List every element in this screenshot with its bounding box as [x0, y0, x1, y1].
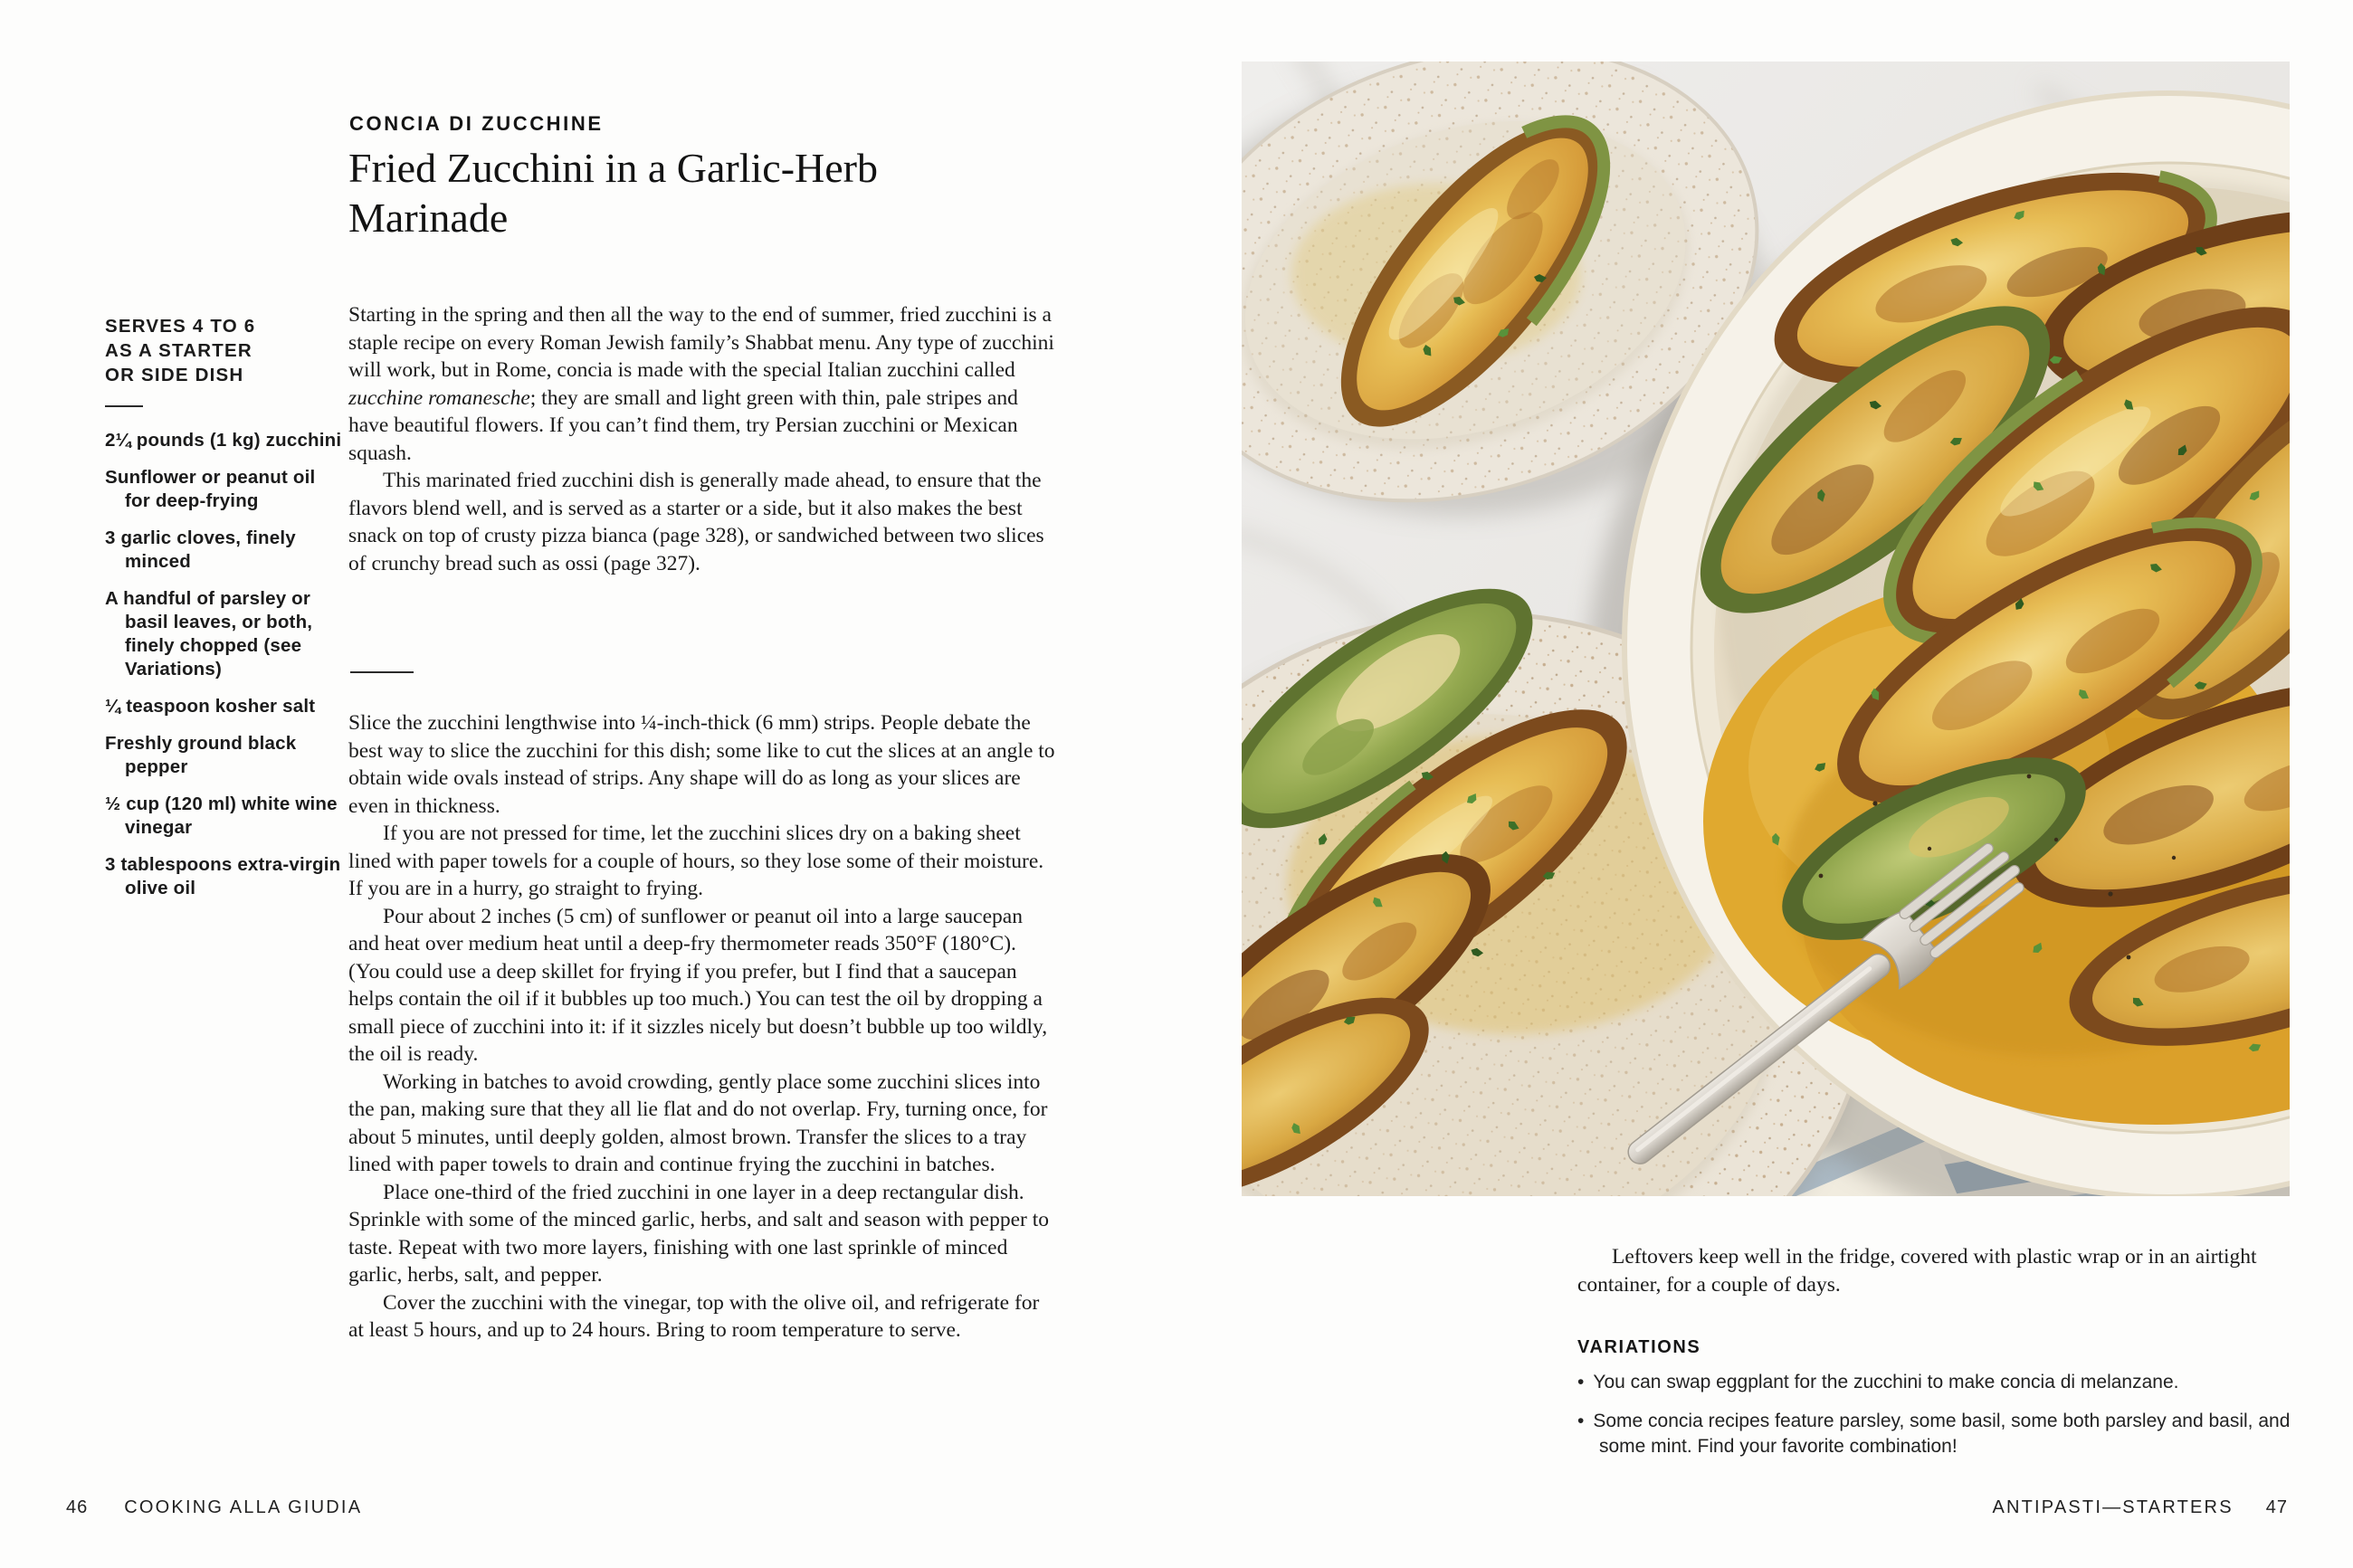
section-divider: [350, 671, 414, 673]
method-paragraph: Slice the zucchini lengthwise into ¼-inch-thick (6 mm) strips. People debate the best way to slice the zucchini for this dish; some like to cut the slices at an angle to obtain wide ovals instead of strips. Any shape will do as long as your slices are even in thickness.: [348, 711, 1055, 818]
book-title: COOKING ALLA GIUDIA: [124, 1497, 363, 1517]
ingredient-list: [105, 429, 344, 900]
recipe-title: Fried Zucchini in a Garlic-Herb Marinade: [348, 145, 878, 241]
ingredient-item: ½ cup (120 ml) white wine vinegar: [105, 794, 338, 838]
ingredient-item: 2¼ pounds (1 kg) zucchini: [105, 430, 342, 451]
page-number-left: 46: [66, 1497, 89, 1517]
recipe-sidebar: [105, 314, 344, 914]
ingredient-item: 3 garlic cloves, finely minced: [105, 527, 296, 572]
method-paragraph: Pour about 2 inches (5 cm) of sunflower or peanut oil into a large saucepan and heat over medium heat until a deep-fry thermometer reads 350°F (180°C). (You could use a deep skillet for frying if you prefer, but I find that a saucepan helps contain the oil if it bubbles up too much.) You can test the oil by dropping a small piece of zucchini into it: if it sizzles nicely but doesn’t bubble up too wildly, the oil is ready.: [348, 904, 1048, 1066]
variation-item: • Some concia recipes feature parsley, some basil, some both parsley and basil, and some mint. Find your favorite combination!: [1577, 1411, 2291, 1457]
ingredient-item: Sunflower or peanut oil for deep-frying: [105, 467, 316, 511]
variation-item: • You can swap eggplant for the zucchini to make concia di melanzane.: [1577, 1372, 2179, 1392]
sidebar-divider: [105, 405, 143, 407]
method-paragraph: Place one-third of the fried zucchini in one layer in a deep rectangular dish. Sprinkle with some of the minced garlic, herbs, and salt and season with pepper to taste. Repeat with two more layers, finishing with one last sprinkle of minced garlic, herbs, salt, and pepper.: [348, 1180, 1050, 1287]
serves-line: SERVES 4 TO 6: [105, 316, 256, 337]
serves-line: AS A STARTER: [105, 340, 252, 361]
variations-heading: VARIATIONS: [1577, 1337, 1701, 1357]
headnote-paragraph: Starting in the spring and then all the way to the end of summer, fried zucchini is a staple recipe on every Roman Jewish family’s Shabbat menu. Any type of zucchini will work, but in Rome, concia is made with the special Italian zucchini called zucchine romanesche; they are small and light green with thin, pale stripes and have beautiful flowers. If you can’t find them, try Persian zucchini or Mexican squash.: [348, 303, 1054, 465]
footer-left: [66, 1497, 362, 1518]
zucchini-photo-illustration: [1242, 62, 2290, 1196]
method-paragraph: Working in batches to avoid crowding, gently place some zucchini slices into the pan, making sure that they all lie flat and do not overlap. Fry, turning once, for about 5 minutes, until deeply golden, almost brown. Transfer the slices to a tray lined with paper towels to drain and continue frying the zucchini in batches.: [348, 1069, 1048, 1176]
method-steps: [348, 709, 1056, 1345]
method-paragraph: Cover the zucchini with the vinegar, top with the olive oil, and refrigerate for at least 5 hours, and up to 24 hours. Bring to room temperature to serve.: [348, 1290, 1040, 1342]
italic-phrase: zucchine romanesche: [348, 385, 530, 410]
ingredient-item: 3 tablespoons extra-virgin olive oil: [105, 854, 341, 898]
ingredient-item: ¼ teaspoon kosher salt: [105, 696, 316, 717]
variations-list: [1577, 1370, 2310, 1473]
ingredient-item: A handful of parsley or basil leaves, or both, finely chopped (see Variations): [105, 588, 313, 679]
section-title: ANTIPASTI—STARTERS: [1992, 1497, 2234, 1517]
recipe-headnote: [348, 301, 1056, 577]
serves-line: OR SIDE DISH: [105, 365, 244, 385]
headnote-paragraph: This marinated fried zucchini dish is generally made ahead, to ensure that the flavors blend well, and is served as a starter or a side, but it also makes the best snack on top of crusty pizza bianca (page 328), or sandwiched between two slices of crunchy bread such as ossi (page 327).: [348, 469, 1044, 575]
page-number-right: 47: [2265, 1497, 2288, 1517]
bullet-icon: •: [1577, 1372, 1585, 1392]
recipe-photo: [1242, 62, 2290, 1196]
bullet-icon: •: [1577, 1411, 1585, 1431]
serves-note: [105, 314, 344, 387]
ingredient-item: Freshly ground black pepper: [105, 733, 297, 777]
closing-note: [1577, 1243, 2294, 1298]
method-paragraph: If you are not pressed for time, let the zucchini slices dry on a baking sheet lined with paper towels for a couple of hours, so they lose some of their moisture. If you are in a hurry, go straight to frying.: [348, 822, 1044, 900]
footer-right: [1992, 1497, 2288, 1518]
recipe-kicker: CONCIA DI ZUCCHINE: [349, 112, 604, 135]
closing-paragraph: Leftovers keep well in the fridge, covered with plastic wrap or in an airtight container, for a couple of days.: [1577, 1245, 2257, 1297]
